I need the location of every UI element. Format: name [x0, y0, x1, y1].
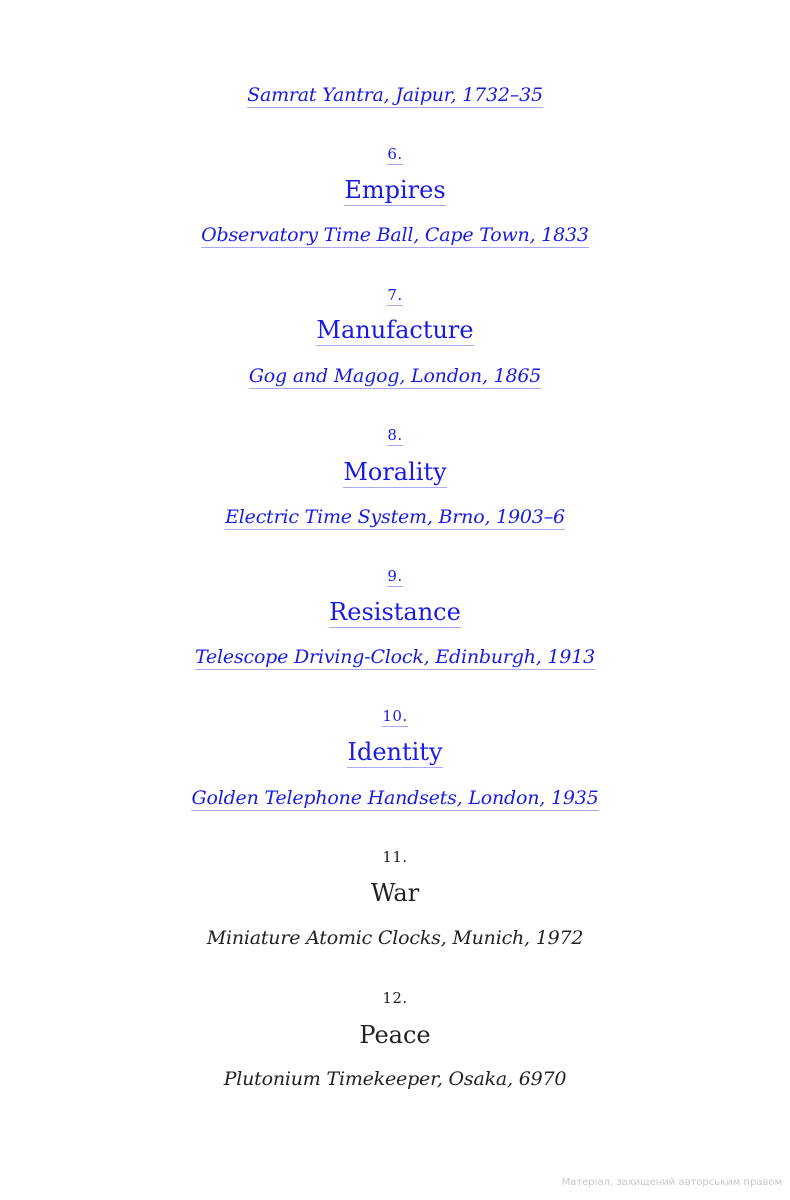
entry-11-subtitle: Miniature Atomic Clocks, Munich, 1972 — [206, 927, 584, 949]
entry-11-number: 11. — [382, 848, 408, 866]
entry-6-subtitle-link[interactable]: Observatory Time Ball, Cape Town, 1833 — [201, 224, 589, 246]
entry-5-subtitle-link[interactable]: Samrat Yantra, Jaipur, 1732–35 — [247, 84, 543, 106]
entry-9-title-link[interactable]: Resistance — [329, 598, 461, 626]
entry-11-title-line — [0, 879, 790, 907]
entry-11-number-line — [0, 847, 790, 866]
entry-9-number-line — [0, 566, 790, 585]
entry-7-number-line — [0, 285, 790, 304]
entry-7-number-link[interactable]: 7. — [387, 286, 403, 304]
entry-9-subtitle-link[interactable]: Telescope Driving-Clock, Edinburgh, 1913 — [194, 646, 595, 668]
entry-8-subtitle-link[interactable]: Electric Time System, Brno, 1903–6 — [225, 506, 565, 528]
entry-10-subtitle-link[interactable]: Golden Telephone Handsets, London, 1935 — [191, 787, 599, 809]
entry-10-title-line — [0, 738, 790, 766]
entry-9-number-link[interactable]: 9. — [387, 567, 403, 585]
entry-9-subtitle-line — [0, 646, 790, 668]
entry-8-title-line — [0, 458, 790, 486]
entry-11-title: War — [370, 879, 420, 907]
entry-6-number-link[interactable]: 6. — [387, 145, 403, 163]
entry-12-title-line — [0, 1021, 790, 1049]
entry-10-subtitle-line — [0, 787, 790, 809]
entry-5-subtitle-line — [0, 84, 790, 106]
entry-12-subtitle: Plutonium Timekeeper, Osaka, 6970 — [223, 1068, 567, 1090]
entry-12-number: 12. — [382, 989, 408, 1007]
entry-7-subtitle-link[interactable]: Gog and Magog, London, 1865 — [248, 365, 542, 387]
entry-8-number-line — [0, 425, 790, 444]
entry-7-title-line — [0, 316, 790, 344]
entry-10-number-line — [0, 706, 790, 725]
entry-8-title-link[interactable]: Morality — [343, 458, 447, 486]
entry-7-subtitle-line — [0, 365, 790, 387]
entry-12-number-line — [0, 988, 790, 1007]
copyright-watermark: Матеріал, захищений авторським правом — [561, 1177, 782, 1188]
entry-6-title-link[interactable]: Empires — [344, 176, 446, 204]
entry-11-subtitle-line — [0, 927, 790, 949]
entry-12-subtitle-line — [0, 1068, 790, 1090]
entry-6-subtitle-line — [0, 224, 790, 246]
entry-6-title-line — [0, 176, 790, 204]
entry-10-title-link[interactable]: Identity — [347, 738, 443, 766]
entry-12-title: Peace — [359, 1021, 431, 1049]
entry-7-title-link[interactable]: Manufacture — [316, 316, 474, 344]
entry-9-title-line — [0, 598, 790, 626]
entry-8-number-link[interactable]: 8. — [387, 426, 403, 444]
entry-8-subtitle-line — [0, 506, 790, 528]
entry-6-number-line — [0, 144, 790, 163]
entry-10-number-link[interactable]: 10. — [382, 707, 408, 725]
